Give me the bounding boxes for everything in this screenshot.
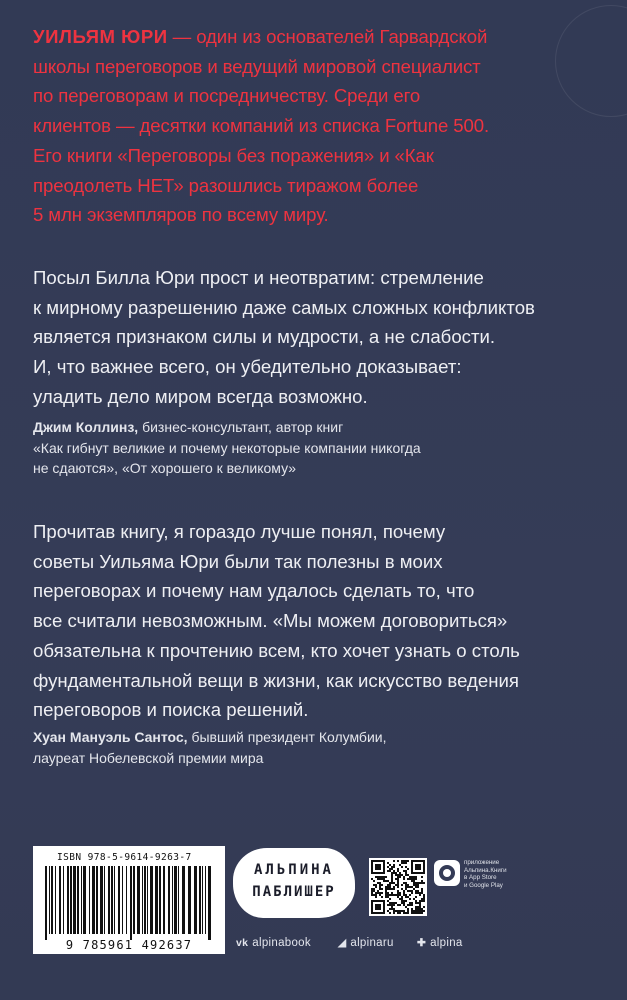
site-icon: ✚ — [417, 937, 427, 949]
logo-line-2: ПАБЛИШЕР — [252, 884, 336, 900]
attribution-line: Джим Коллинз, бизнес-консультант, автор книг — [33, 419, 344, 435]
attribution-line: Хуан Мануэль Сантос, бывший президент Колумбии, — [33, 729, 387, 745]
quote-line: советы Уильяма Юри были так полезны в моих — [33, 550, 443, 572]
isbn-number: ISBN 978-5-9614-9263-7 — [57, 852, 192, 863]
bio-line: школы переговоров и ведущий мировой специалист — [33, 55, 481, 77]
vk-icon: vk — [236, 937, 249, 949]
qr-code — [369, 858, 427, 916]
social-site: ✚ alpina — [417, 937, 463, 949]
quote-line: И, что важнее всего, он убедительно доказывает: — [33, 356, 462, 378]
bio-line: 5 млн экземпляров по всему миру. — [33, 204, 329, 226]
attribution-line: «Как гибнут великие и почему некоторые компании никогда — [33, 439, 421, 456]
attribution-line: лауреат Нобелевской премии мира — [33, 749, 264, 766]
barcode — [33, 846, 225, 954]
app-promo: приложение Альпина.Книги в App Store и Google Play — [464, 859, 507, 889]
quote-line: все считали невозможным. «Мы можем договориться» — [33, 610, 508, 632]
author-bio — [33, 22, 593, 230]
quote-line: Посыл Билла Юри прост и неотвратим: стремление — [33, 267, 484, 288]
social-telegram: ◢ alpinaru — [338, 937, 394, 949]
publisher-logo — [233, 848, 355, 918]
bio-line: Его книги «Переговоры без поражения» и «Как — [33, 144, 434, 166]
bio-line: по переговорам и посредничеству. Среди его — [33, 85, 421, 107]
quote-line: Прочитав книгу, я гораздо лучше понял, почему — [33, 521, 446, 542]
quote-line: к мирному разрешению даже самых сложных конфликтов — [33, 296, 535, 318]
attribution-name: Хуан Мануэль Сантос, — [33, 729, 188, 745]
barcode-bars — [39, 866, 219, 940]
bio-line: клиентов — десятки компаний из списка Fortune 500. — [33, 115, 490, 137]
attribution-collins — [33, 417, 593, 479]
author-name: УИЛЬЯМ ЮРИ — [33, 26, 168, 47]
quote-santos — [33, 517, 593, 725]
quote-line: является признаком силы и мудрости, а не слабости. — [33, 326, 496, 348]
bio-line: УИЛЬЯМ ЮРИ — один из основателей Гарвардской — [33, 26, 488, 47]
telegram-icon: ◢ — [338, 937, 347, 949]
social-vk: vk alpinabook — [236, 937, 311, 949]
ean-number: 9 785961 492637 — [65, 938, 193, 952]
quote-collins — [33, 263, 593, 412]
quote-line: фундаментальной вещи в жизни, как искусство ведения — [33, 669, 519, 691]
quote-line: переговоров и поиска решений. — [33, 699, 309, 721]
app-icon — [434, 860, 460, 886]
attribution-line: не сдаются», «От хорошего к великому» — [33, 460, 297, 476]
quote-line: обязательна к прочтению всем, кто хочет узнать о столь — [33, 639, 520, 661]
quote-line: переговорах и почему нам удалось сделать то, что — [33, 580, 475, 602]
bio-line: преодолеть НЕТ» разошлись тиражом более — [33, 174, 419, 196]
attribution-name: Джим Коллинз, — [33, 419, 139, 435]
logo-line-1: АЛЬПИНА — [253, 862, 334, 878]
attribution-santos — [33, 727, 593, 768]
quote-line: уладить дело миром всегда возможно. — [33, 385, 368, 407]
